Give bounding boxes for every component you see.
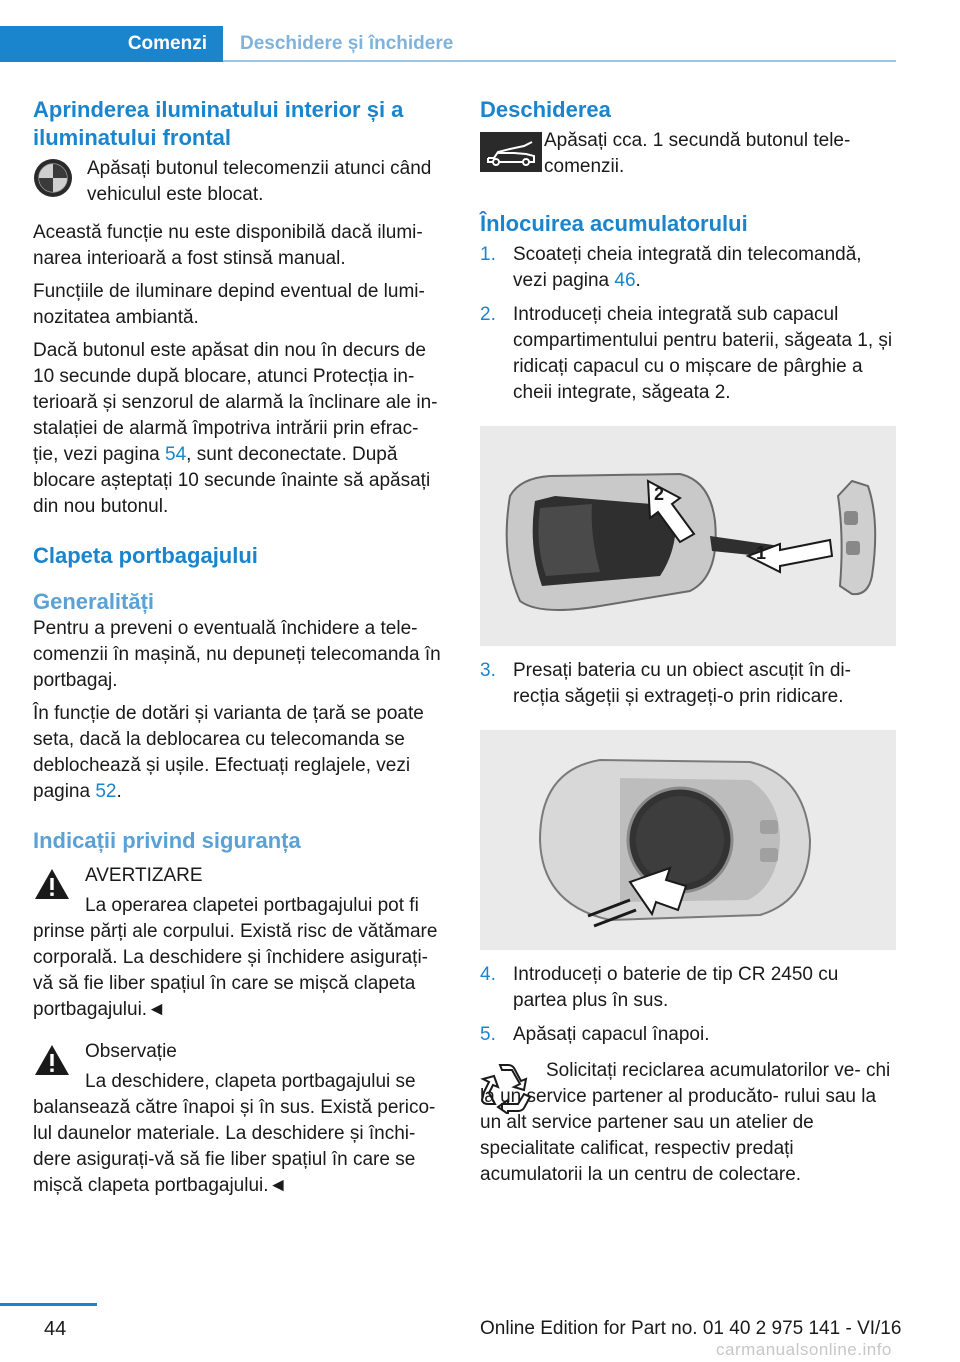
page-header <box>0 0 896 62</box>
section-title-tailgate: Clapeta portbagajului <box>33 543 258 568</box>
paragraph-tailgate-general: Pentru a preveni o eventuală închidere a tele- comenzii în mașină, nu depuneți telecomanda în portbagaj. <box>33 618 441 691</box>
list-item: 1. Scoateți cheia integrată din telecomandă, vezi pagina 46. <box>480 244 862 291</box>
paragraph-alarm: Dacă butonul este apăsat din nou în decurs de 10 secunde după blocare, atunci Protecția in- terioară și senzorul de alarmă la înclinare ale in- stalației de alarmă împotriva intrării prin efrac- ție, vezi pagina 54, sunt deconectate. După blocare așteptați 10 secunde înainte să apăsați din nou butonul. <box>33 340 438 517</box>
list-item: 2. Introduceți cheia integrată sub capacul compartimentului pentru baterii, săgeata 1, și ridicați capacul cu o mișcare de pârghie a cheii integrate, săgeata 2. <box>480 304 893 403</box>
edition-footer: Online Edition for Part no. 01 40 2 975 141 - VI/16 <box>480 1318 902 1339</box>
arrow-2-label: 2 <box>654 484 665 504</box>
paragraph-country-variant: În funcție de dotări și varianta de țară se poate seta, dacă la deblocarea cu telecomanda se deblochează și ușile. Efectuați reglajele, vezi pagina 52. <box>33 703 424 802</box>
arrow-1-label: 1 <box>756 543 767 563</box>
warning-block-2 <box>33 1039 447 1199</box>
paragraph-ambient: Funcțiile de iluminare depind eventual de lumi- nozitatea ambiantă. <box>33 281 425 328</box>
watermark: carmanualsonline.info <box>716 1340 892 1359</box>
warning-triangle-icon <box>33 1043 71 1082</box>
right-column <box>480 96 896 1188</box>
page-link-54[interactable]: 54 <box>165 444 187 465</box>
warning-label-1: AVERTIZARE <box>85 865 203 886</box>
page-number: 44 <box>44 1318 67 1340</box>
bmw-logo-icon <box>33 156 87 203</box>
list-item: 5. Apăsați capacul înapoi. <box>480 1024 710 1045</box>
battery-step-3 <box>480 658 896 710</box>
tab-comenzi[interactable]: Comenzi <box>0 26 223 62</box>
trunk-open-icon <box>480 128 544 177</box>
trunk-button-note <box>480 128 896 180</box>
section-title-battery: Înlocuirea acumulatorului <box>480 211 748 236</box>
figure-battery-removal <box>480 730 896 950</box>
paragraph-not-available: Această funcție nu este disponibilă dacă ilumi- narea interioară a fost stinsă manual. <box>33 222 423 269</box>
warning-triangle-icon <box>33 867 71 906</box>
remote-button-note <box>33 156 447 208</box>
page-link-52[interactable]: 52 <box>95 781 117 802</box>
left-column <box>33 96 447 1199</box>
subsection-title-safety: Indicații privind siguranța <box>33 828 301 853</box>
battery-steps-4-5 <box>480 962 896 1048</box>
list-item: 4. Introduceți o baterie de tip CR 2450 cu partea plus în sus. <box>480 964 839 1011</box>
recycle-icon <box>480 1064 534 1119</box>
tab-deschidere-inchidere[interactable]: Deschidere și închidere <box>240 33 454 54</box>
subsection-title-general: Generalități <box>33 589 155 614</box>
footer-rule <box>0 1303 97 1306</box>
section-title-opening: Deschiderea <box>480 97 611 122</box>
trunk-button-text: Apăsați cca. 1 secundă butonul tele- comenzii. <box>544 130 851 177</box>
battery-steps-1-2 <box>480 242 896 406</box>
warning-text-2: La deschidere, clapeta portbagajului se balansează către înapoi și în sus. Există perico- lul daunelor materiale. La deschidere și închi- dere asigurați-vă să fie liber spațiul în care se mișcă clapeta portbagajului.◄ <box>33 1071 436 1196</box>
section-title-interior-lights: Aprinderea iluminatului interior și a iluminatului frontal <box>33 97 404 150</box>
figure-key-removal <box>480 426 896 646</box>
recycle-text: Solicitați reciclarea acumulatorilor ve- chi la un service partener al producăto- rului sau la un alt service partener sau un atelier de specialitate calificat, respectiv predați acumulatorii la un centru de colectare. <box>480 1060 891 1185</box>
warning-block-1 <box>33 863 447 1023</box>
warning-text-1: La operarea clapetei portbagajului pot fi prinse părți ale corpului. Există risc de vătămare corporală. La deschidere și închidere asigurați-vă să fie liber spațiul în care se mișcă clapeta portbagajului.◄ <box>33 895 438 1020</box>
list-item: 3. Presați bateria cu un obiect ascuțit în di- recția săgeții și extrageți-o prin ridicare. <box>480 660 851 707</box>
warning-label-2: Observație <box>85 1041 177 1062</box>
header-rule <box>223 60 896 62</box>
page-link-46[interactable]: 46 <box>614 270 636 291</box>
recycle-note <box>480 1058 896 1188</box>
remote-button-text: Apăsați butonul telecomenzii atunci când vehiculul este blocat. <box>87 158 432 205</box>
